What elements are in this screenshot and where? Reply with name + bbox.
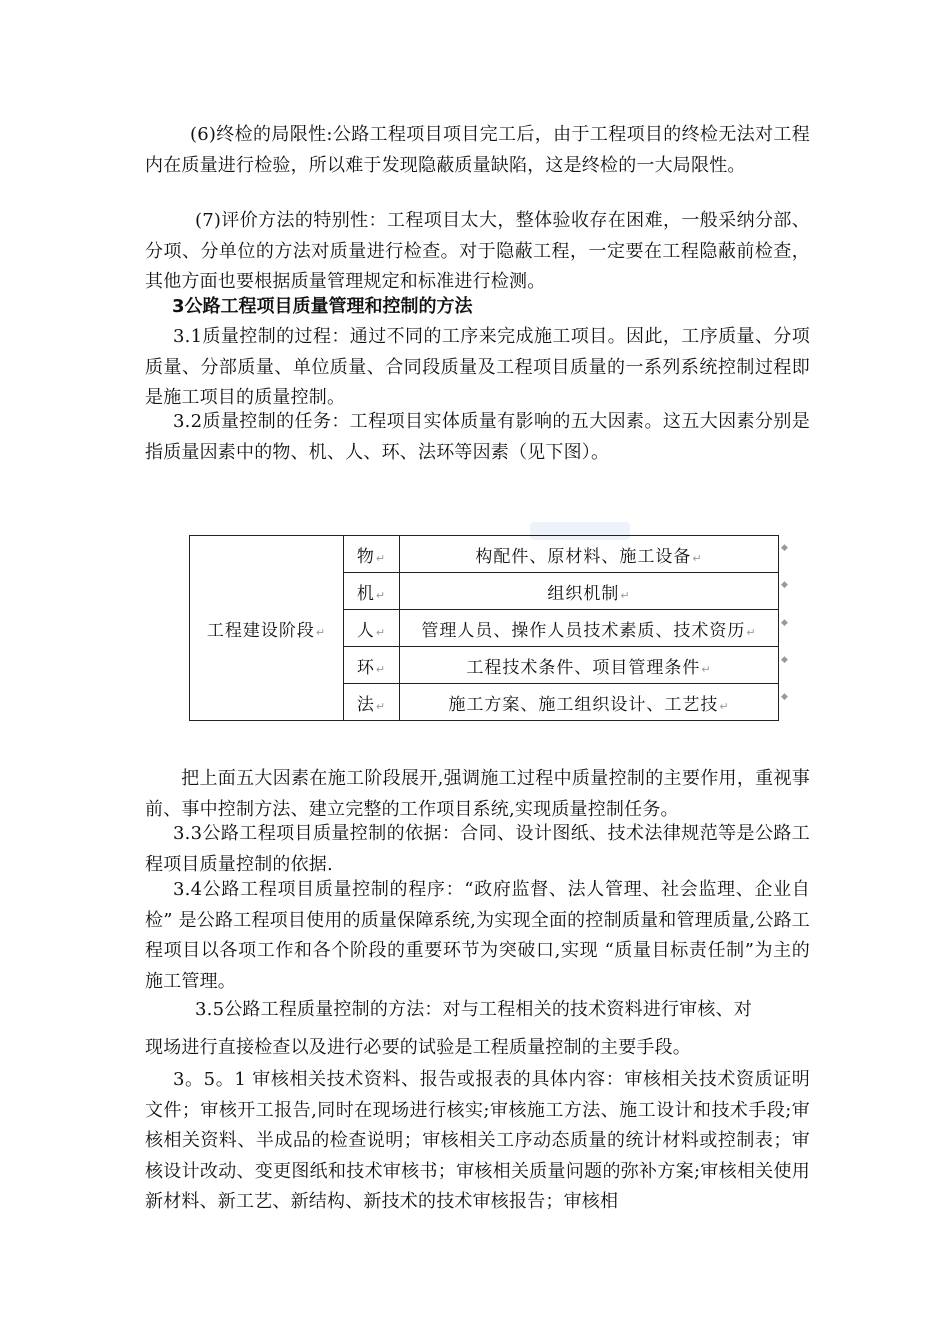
paragraph-7: (7)评价方法的特别性：工程项目太大，整体验收存在困难，一般采纳分部、分项、分单位的方法对质量进行检查。对于隐蔽工程，一定要在工程隐蔽前检查，其他方面也要根据质量管理规定和标准进行检测。: [145, 210, 810, 292]
factor-key-cell: 人↵: [344, 610, 400, 647]
five-factors-table: [189, 535, 779, 721]
paragraph-6: (6)终检的局限性:公路工程项目项目完工后，由于工程项目的终检无法对工程内在质量进行检验，所以难于发现隐蔽质量缺陷，这是终检的一大局限性。: [145, 124, 810, 176]
row-end-marker: ◆: [781, 580, 788, 590]
section-heading-3: 3公路工程项目质量管理和控制的方法: [172, 296, 473, 317]
factor-key-cell: 机↵: [344, 573, 400, 610]
factor-key-cell: 环↵: [344, 647, 400, 684]
row-end-marker: ◆: [781, 618, 788, 628]
row-end-marker: ◆: [781, 543, 788, 553]
factor-value-cell: 构配件、原材料、施工设备↵: [400, 536, 779, 573]
stage-cell: 工程建设阶段↵: [190, 536, 344, 721]
factor-value-cell: 施工方案、施工组织设计、工艺技↵: [400, 684, 779, 721]
paragraph-3-5-line-2: 现场进行直接检查以及进行必要的试验是工程质量控制的主要手段。: [145, 1037, 691, 1058]
row-end-marker: ◆: [781, 692, 788, 702]
paragraph-expand: 把上面五大因素在施工阶段展开,强调施工过程中质量控制的主要作用，重视事前、事中控制方法、建立完整的工作项目系统,实现质量控制任务。: [145, 768, 810, 820]
factor-value-cell: 组织机制↵: [400, 573, 779, 610]
factor-value-cell: 工程技术条件、项目管理条件↵: [400, 647, 779, 684]
paragraph-3-5-line-1: 3.5公路工程质量控制的方法：对与工程相关的技术资料进行审核、对: [195, 999, 753, 1020]
paragraph-3-5-1: 3。5。1 审核相关技术资料、报告或报表的具体内容：审核相关技术资质证明文件；审核开工报告,同时在现场进行核实;审核施工方法、施工设计和技术手段;审核相关资料、半成品的检查说明；审核相关工序动态质量的统计材料或控制表；审核设计改动、变更图纸和技术审核书；审核相关质量问题的弥补方案;审核相关使用新材料、新工艺、新结构、新技术的技术审核报告；审核相: [145, 1069, 810, 1212]
factor-key-cell: 法↵: [344, 684, 400, 721]
paragraph-3-3: 3.3公路工程项目质量控制的依据：合同、设计图纸、技术法律规范等是公路工程项目质量控制的依据.: [145, 823, 810, 875]
paragraph-3-2: 3.2质量控制的任务：工程项目实体质量有影响的五大因素。这五大因素分别是指质量因素中的物、机、人、环、法环等因素（见下图）。: [145, 411, 810, 463]
paragraph-3-1: 3.1质量控制的过程：通过不同的工序来完成施工项目。因此，工序质量、分项质量、分部质量、单位质量、合同段质量及工程项目质量的一系列系统控制过程即是施工项目的质量控制。: [145, 326, 810, 408]
table-row: [190, 536, 779, 573]
paragraph-3-4: 3.4公路工程项目质量控制的程序：“政府监督、法人管理、社会监理、企业自检” 是公路工程项目使用的质量保障系统,为实现全面的控制质量和管理质量,公路工程项目以各项工作和各个阶段的重要环节为突破口,实现 “质量目标责任制”为主的施工管理。: [145, 879, 810, 992]
factor-key-cell: 物↵: [344, 536, 400, 573]
factor-value-cell: 管理人员、操作人员技术素质、技术资历↵: [400, 610, 779, 647]
row-end-marker: ◆: [781, 655, 788, 665]
